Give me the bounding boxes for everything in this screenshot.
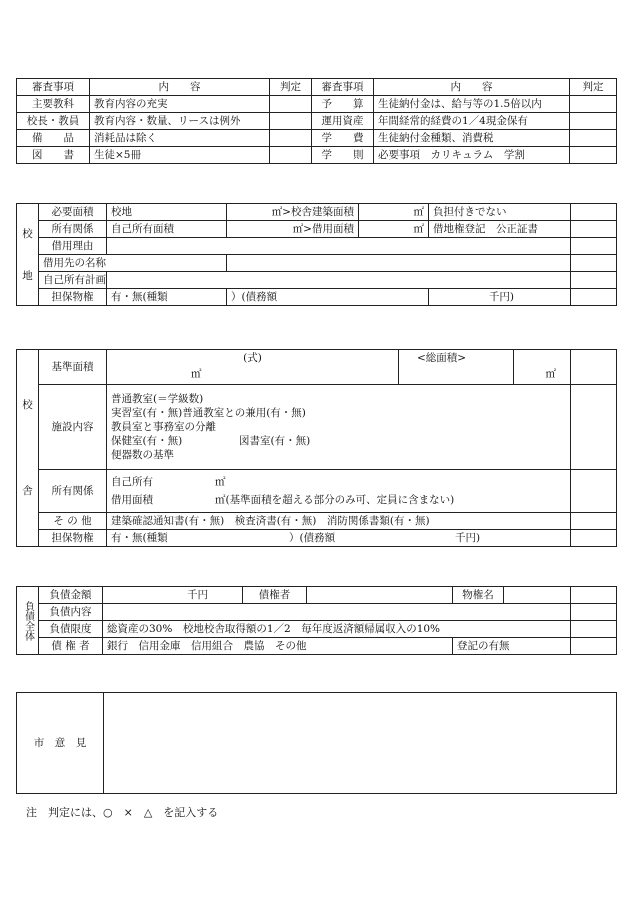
judgement-cell[interactable] <box>571 587 617 604</box>
collateral-type: 有・無(種類 <box>107 289 227 306</box>
facility-label: 施設内容 <box>39 385 107 470</box>
lease-reason-field[interactable] <box>107 238 571 255</box>
other-label: そ の 他 <box>39 513 107 530</box>
debt-limit-label: 負債限度 <box>39 621 103 638</box>
facility-content <box>107 385 571 470</box>
item-label: 備 品 <box>17 130 90 147</box>
judgement-cell[interactable] <box>571 272 617 289</box>
lessor-name-field[interactable] <box>227 255 571 272</box>
lease-area-label: ㎡>借用面積 <box>227 221 359 238</box>
judgement-cell[interactable] <box>270 113 312 130</box>
item-label: 主要教科 <box>17 96 90 113</box>
lessor-name-label: 借用先の名称 <box>39 255 227 272</box>
judgement-cell[interactable] <box>570 96 617 113</box>
building-collateral-label: 担保物権 <box>39 530 107 547</box>
city-opinion-label: 市 意 見 <box>17 693 104 794</box>
judgement-cell[interactable] <box>570 113 617 130</box>
judgement-cell[interactable] <box>571 513 617 530</box>
item-label: 図 書 <box>17 147 90 164</box>
debt-amount-label: 負債金額 <box>39 587 103 604</box>
property-name-label: 物権名 <box>453 587 504 604</box>
facility-item: 普通教室(＝学級数) <box>111 393 204 405</box>
debt-limit-content: 総資産の30% 校地校舎取得額の1／2 毎年度返済額帰属収入の10% <box>103 621 571 638</box>
total-area-cell[interactable]: <総面積> ㎡ <box>399 350 571 385</box>
school-building-table <box>16 349 617 547</box>
debt-content-label: 負債内容 <box>39 604 103 621</box>
judgement-cell[interactable] <box>571 530 617 547</box>
collateral-debt: ）(債務額 <box>227 289 429 306</box>
area-unit: ㎡ <box>359 221 429 238</box>
item-content: 生徒納付金は、給与等の1.5倍以内 <box>374 96 570 113</box>
creditor-type-options: 銀行 信用金庫 信用組合 農協 その他 <box>103 638 453 655</box>
school-land-table <box>16 203 617 306</box>
formula-cell[interactable]: (式) ㎡ <box>107 350 399 385</box>
item-label: 学 費 <box>312 130 374 147</box>
header-item: 審査事項 <box>17 79 90 96</box>
item-content: 教育内容・数量、リースは例外 <box>90 113 270 130</box>
header-judgement: 判定 <box>570 79 617 96</box>
own-plan-label: 自己所有計画 <box>39 272 107 289</box>
side-label-debt: 負債全体 <box>17 587 39 655</box>
judgement-cell[interactable] <box>270 130 312 147</box>
item-content: 必要事項 カリキュラム 学割 <box>374 147 570 164</box>
facility-item: 図書室(有・無) <box>239 435 311 447</box>
debt-table <box>16 586 617 655</box>
registration-note: 借地権登記 公正証書 <box>429 221 571 238</box>
judgement-cell[interactable] <box>571 350 617 385</box>
judgement-cell[interactable] <box>270 96 312 113</box>
facility-item: 実習室(有・無)普通教室との兼用(有・無) <box>111 407 306 419</box>
judgement-cell[interactable] <box>571 385 617 470</box>
building-collateral-content: 有・無(種類 ）(債務額 千円) <box>107 530 571 547</box>
creditor-field[interactable] <box>307 587 453 604</box>
city-opinion-field[interactable] <box>104 693 617 794</box>
building-area-label: ㎡>校舎建築面積 <box>227 204 359 221</box>
judgement-note: 注 判定には、○ × △ を記入する <box>26 806 219 819</box>
review-table-1 <box>16 78 617 164</box>
encumbrance-note: 負担付きでない <box>429 204 571 221</box>
item-label: 学 則 <box>312 147 374 164</box>
own-area-label: 自己所有面積 <box>107 221 227 238</box>
facility-item: 教員室と事務室の分離 <box>111 421 216 433</box>
ownership-label: 所有関係 <box>39 221 107 238</box>
item-label: 校長・教員 <box>17 113 90 130</box>
creditor-type-label: 債 権 者 <box>39 638 103 655</box>
item-content: 生徒納付金種類、消費税 <box>374 130 570 147</box>
judgement-cell[interactable] <box>571 470 617 513</box>
area-unit: ㎡ <box>359 204 429 221</box>
debt-content-field[interactable] <box>103 604 571 621</box>
facility-item: 保健室(有・無) <box>111 435 183 447</box>
side-label-land: 校 地 <box>17 204 39 306</box>
item-content: 生徒×5冊 <box>90 147 270 164</box>
registration-label: 登記の有無 <box>453 638 571 655</box>
judgement-cell[interactable] <box>571 604 617 621</box>
collateral-label: 担保物権 <box>39 289 107 306</box>
header-content: 内 容 <box>90 79 270 96</box>
building-ownership-label: 所有関係 <box>39 470 107 513</box>
property-name-field[interactable] <box>504 587 571 604</box>
judgement-cell[interactable] <box>570 130 617 147</box>
judgement-cell[interactable] <box>571 289 617 306</box>
other-content: 建築確認通知書(有・無) 検査済書(有・無) 消防関係書類(有・無) <box>107 513 571 530</box>
header-content: 内 容 <box>374 79 570 96</box>
judgement-cell[interactable] <box>571 238 617 255</box>
item-label: 予 算 <box>312 96 374 113</box>
standard-area-label: 基準面積 <box>39 350 107 385</box>
building-ownership-content: 自己所有 ㎡ 借用面積 ㎡(基準面積を超える部分のみ可、定員に含まない) <box>107 470 571 513</box>
judgement-cell[interactable] <box>570 147 617 164</box>
judgement-cell[interactable] <box>571 638 617 655</box>
required-area-label: 必要面積 <box>39 204 107 221</box>
judgement-cell[interactable] <box>571 204 617 221</box>
judgement-cell[interactable] <box>571 621 617 638</box>
header-item: 審査事項 <box>312 79 374 96</box>
land-area-label: 校地 <box>107 204 227 221</box>
item-label: 運用資産 <box>312 113 374 130</box>
item-content: 年間経常的経費の1／4現金保有 <box>374 113 570 130</box>
side-label-building: 校 舎 <box>17 350 39 547</box>
collateral-unit: 千円) <box>429 289 571 306</box>
judgement-cell[interactable] <box>571 221 617 238</box>
judgement-cell[interactable] <box>270 147 312 164</box>
item-content: 消耗品は除く <box>90 130 270 147</box>
header-judgement: 判定 <box>270 79 312 96</box>
creditor-label: 債権者 <box>243 587 307 604</box>
judgement-cell[interactable] <box>571 255 617 272</box>
debt-amount-unit: 千円 <box>103 587 243 604</box>
item-content: 教育内容の充実 <box>90 96 270 113</box>
facility-item: 便器数の基準 <box>111 449 174 461</box>
own-plan-field[interactable] <box>107 272 571 289</box>
city-opinion-table <box>16 692 617 794</box>
lease-reason-label: 借用理由 <box>39 238 107 255</box>
